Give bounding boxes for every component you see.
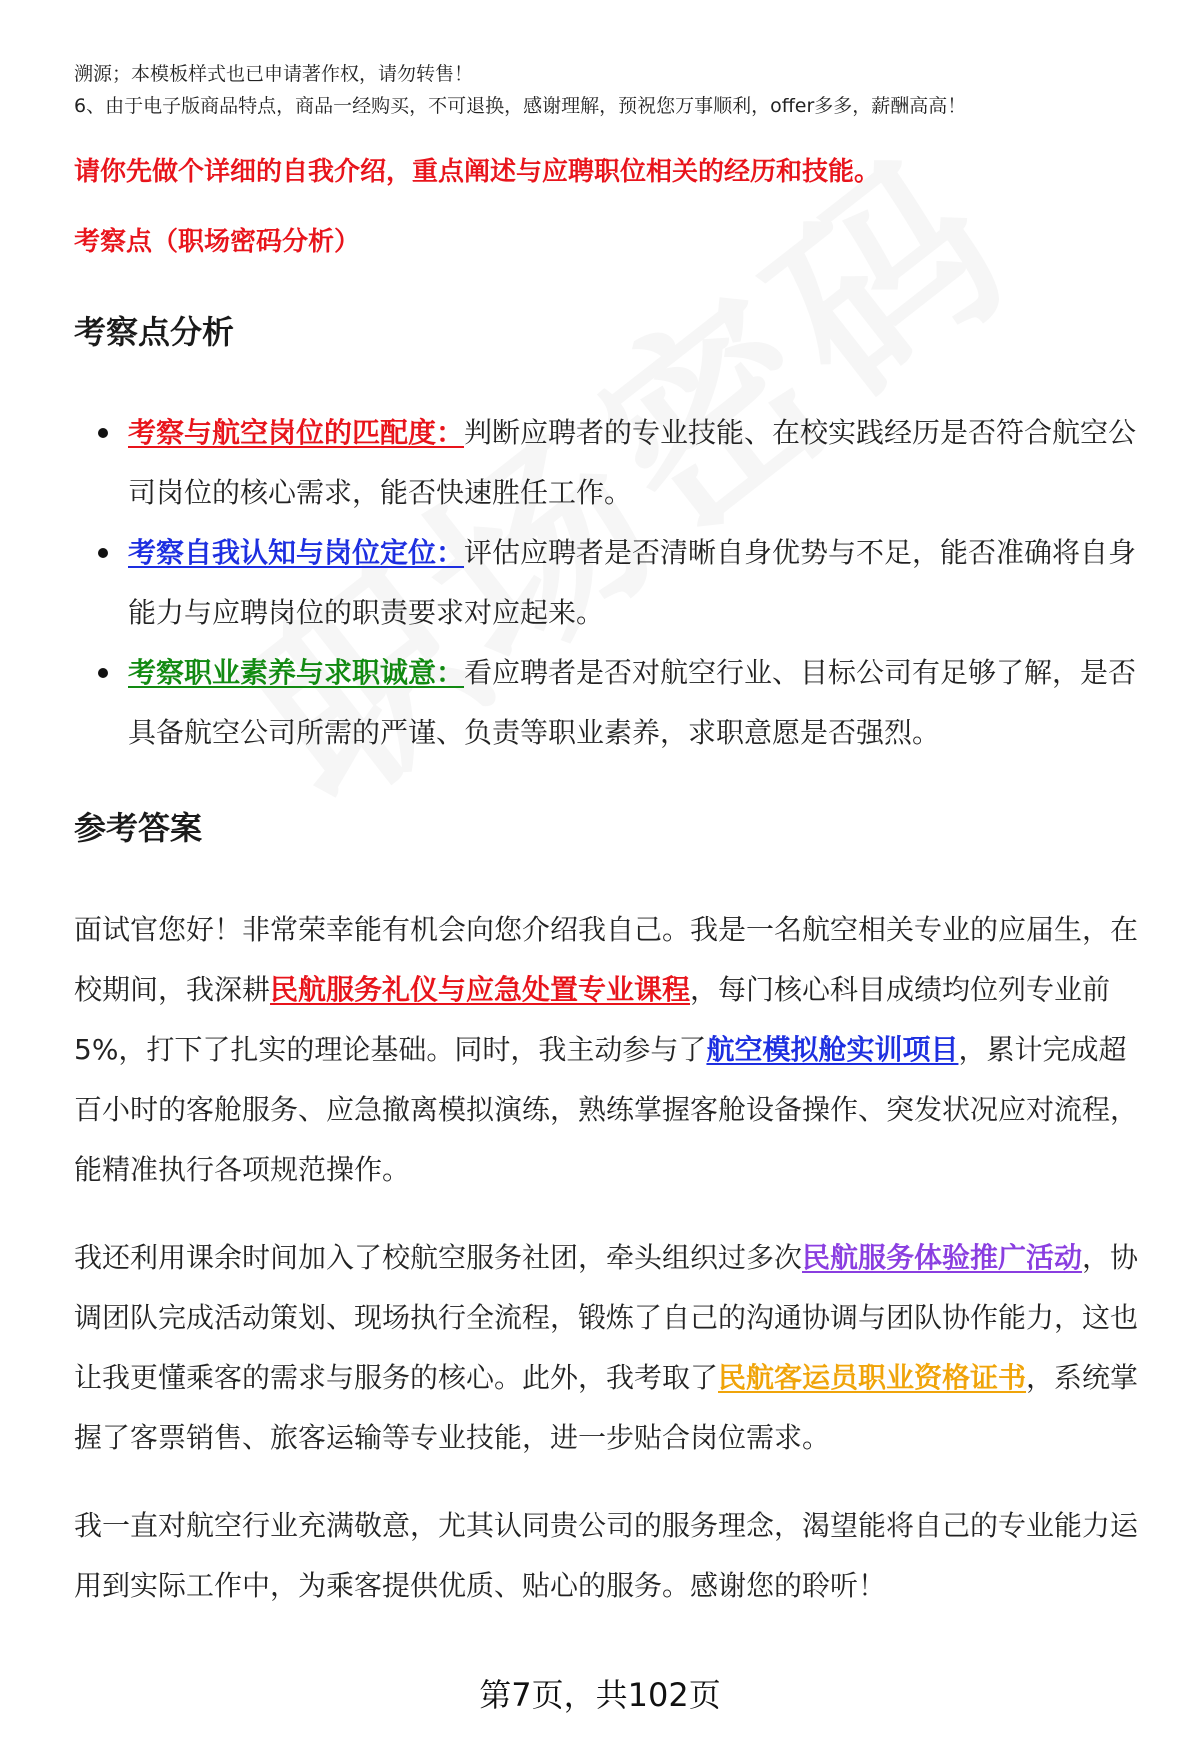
- answer-text: ，每门核心科目成绩均位列专业前5%，打下了扎实的理论基础。同时，我主动参与了: [74, 973, 1111, 1066]
- answer-paragraph-1: [74, 900, 1144, 1200]
- page-number: 第7页，共102页: [479, 1676, 721, 1714]
- analysis-point: [74, 643, 1144, 763]
- answer-text: ，累计完成超百小时的客舱服务、应急撤离模拟演练，熟练掌握客舱设备操作、突发状况应对流程，能精准执行各项规范操作。: [74, 1033, 1139, 1186]
- answer-keyword: 民航服务体验推广活动: [802, 1241, 1083, 1274]
- answer-keyword: 民航客运员职业资格证书: [718, 1361, 1027, 1394]
- notice-line-1: 溯源；本模板样式也已申请著作权，请勿转售！: [74, 63, 474, 85]
- analysis-points: [74, 403, 1144, 763]
- bullet-icon: [98, 668, 108, 678]
- answer-text: 面试官您好！非常荣幸能有机会向您介绍我自己。我是一名航空相关专业的应届生，在校期间，我深耕: [74, 913, 1139, 1006]
- bullet-icon: [98, 428, 108, 438]
- point-keyword: 考察与航空岗位的匹配度：: [128, 416, 465, 449]
- question-title: 请你先做个详细的自我介绍，重点阐述与应聘职位相关的经历和技能。: [74, 157, 881, 187]
- intro-notice: [74, 58, 1144, 122]
- analysis-section-title: 考察点分析: [74, 313, 235, 351]
- answer-text: 我还利用课余时间加入了校航空服务社团，牵头组织过多次: [74, 1241, 803, 1274]
- notice-line-2: 6、由于电子版商品特点，商品一经购买，不可退换，感谢理解，预祝您万事顺利，offer多多，薪酬高高！: [74, 95, 967, 117]
- answer-keyword: 航空模拟舱实训项目: [706, 1033, 959, 1066]
- point-keyword: 考察自我认知与岗位定位：: [128, 536, 465, 569]
- answer-text: ，系统掌握了客票销售、旅客运输等专业技能，进一步贴合岗位需求。: [74, 1361, 1139, 1454]
- answer-text: ，协调团队完成活动策划、现场执行全流程，锻炼了自己的沟通协调与团队协作能力，这也让我更懂乘客的需求与服务的核心。此外，我考取了: [74, 1241, 1139, 1394]
- document-page: [74, 0, 1144, 1755]
- analysis-subheading: 考察点（职场密码分析）: [74, 227, 361, 257]
- answer-paragraph-2: [74, 1228, 1144, 1468]
- answer-paragraph-3: 我一直对航空行业充满敬意，尤其认同贵公司的服务理念，渴望能将自己的专业能力运用到实际工作中，为乘客提供优质、贴心的服务。感谢您的聆听！: [74, 1509, 1139, 1602]
- point-text: 评估应聘者是否清晰自身优势与不足，能否准确将自身能力与应聘岗位的职责要求对应起来。: [128, 536, 1137, 629]
- analysis-point: [74, 523, 1144, 643]
- answer-section-title: 参考答案: [74, 809, 203, 847]
- bullet-icon: [98, 548, 108, 558]
- point-keyword: 考察职业素养与求职诚意：: [128, 656, 465, 689]
- answer-body: [74, 900, 1144, 1644]
- analysis-point: [74, 403, 1144, 523]
- answer-keyword: 民航服务礼仪与应急处置专业课程: [270, 973, 691, 1006]
- point-text: 判断应聘者的专业技能、在校实践经历是否符合航空公司岗位的核心需求，能否快速胜任工作。: [128, 416, 1137, 509]
- point-text: 看应聘者是否对航空行业、目标公司有足够了解，是否具备航空公司所需的严谨、负责等职业素养，求职意愿是否强烈。: [128, 656, 1137, 749]
